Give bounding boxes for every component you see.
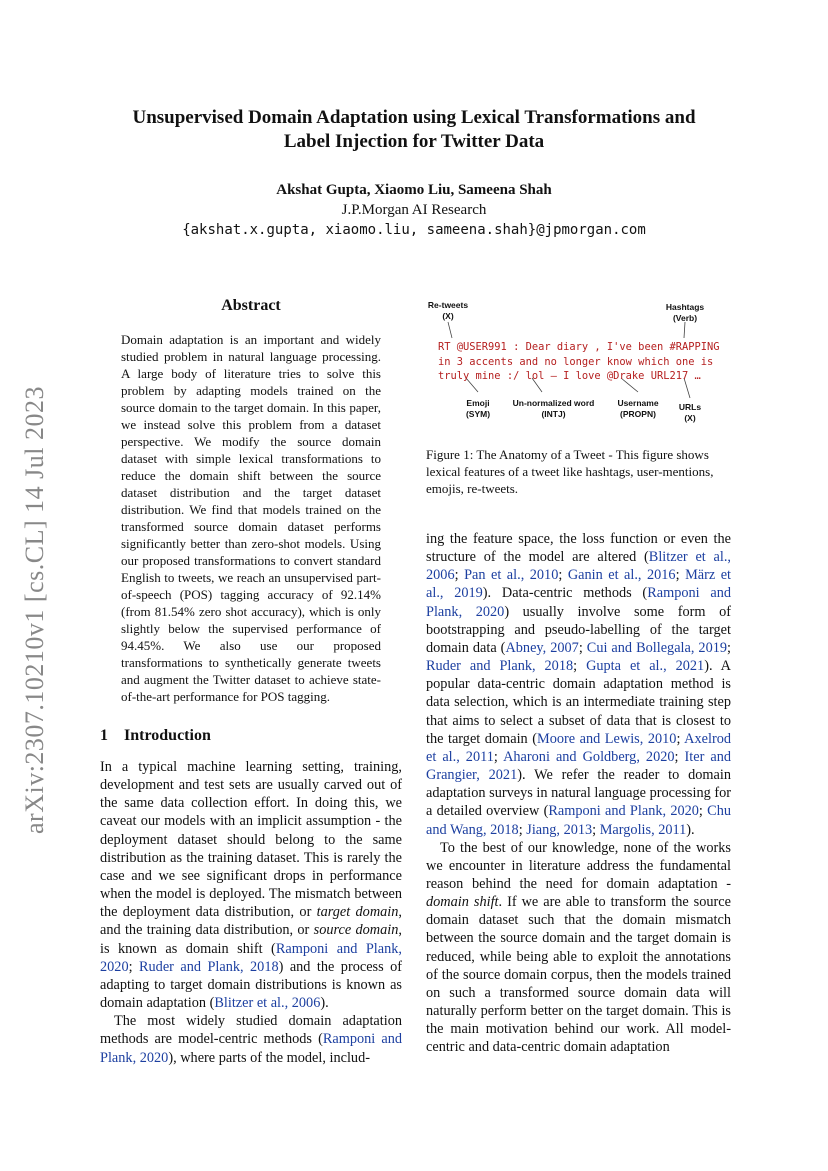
citation-link[interactable]: Ruder and Plank, 2018 — [139, 958, 279, 975]
label-urls: URLs (X) — [678, 402, 702, 423]
emphasis: domain shift — [426, 894, 499, 911]
emphasis: target domain — [316, 904, 399, 921]
arrow-retweets — [448, 322, 452, 338]
text-run: , and the training data distribution, or — [100, 904, 402, 939]
text-run: ) and the process of adapting to target domain distributions is known as domain adaptation ( — [100, 958, 403, 1012]
text-run: ; — [518, 821, 527, 838]
text-run: ; — [592, 821, 600, 838]
label-hashtags: Hashtags (Verb) — [665, 302, 705, 323]
text-run: ). A popular data-centric domain adaptation method is data selection, which is an intermediate training step that aims to select a subset of data that is closest to the target domain ( — [426, 658, 732, 747]
text-run: ing the feature space, the loss function or even the structure of the model are altered ( — [426, 531, 731, 566]
citation-link[interactable]: Iter and Grangier, 2021 — [426, 748, 731, 784]
text-run: ; — [454, 567, 465, 584]
citation-link[interactable]: Ramponi and Plank, 2020 — [548, 803, 699, 820]
paper-title — [80, 106, 748, 154]
label-unnormalized-word: Un-normalized word (INTJ) — [512, 398, 595, 419]
emphasis: source domain — [313, 922, 399, 939]
tweet-line: truly mine :/ lol — I love @Drake URL217 … — [438, 370, 701, 382]
text-run: ; — [573, 658, 587, 675]
text-run: ). Data-centric methods ( — [482, 585, 648, 602]
text-run: ; — [128, 958, 139, 975]
text-run: ; — [698, 803, 708, 820]
text-run: ; — [493, 748, 504, 765]
text-run: ). — [320, 995, 329, 1012]
citation-link[interactable]: Pan et al., 2010 — [464, 567, 559, 584]
title-line-1: Unsupervised Domain Adaptation using Lexical Transformations and — [132, 107, 696, 128]
section-heading-introduction — [100, 727, 211, 745]
paragraph — [426, 839, 731, 1057]
citation-link[interactable]: Gupta et al., 2021 — [586, 658, 705, 675]
label-emoji: Emoji (SYM) — [465, 398, 491, 419]
citation-link[interactable]: Ramponi and Plank, 2020 — [426, 585, 732, 620]
tweet-line: in 3 accents and no longer know which one is — [438, 355, 714, 368]
citation-link[interactable]: März et al., 2019 — [426, 567, 732, 602]
text-run: The most widely studied domain adaptation methods are model-centric methods ( — [100, 1013, 402, 1048]
right-column-body — [426, 530, 731, 1057]
text-run: . If we are able to transform the source domain dataset such that the domain mismatch between the source domain and the target domain is reduced, while being able to exploit the annotations of the source domain corpus, then the models trained on such a transformed source domain data will naturally perform better on the target domain. This is the main motivation behind our work. All model-centric and data-centric domain adaptation — [426, 894, 731, 1056]
citation-link[interactable]: Blitzer et al., 2006 — [214, 995, 321, 1012]
citation-link[interactable]: Margolis, 2011 — [599, 821, 687, 838]
text-run: , is known as domain shift ( — [100, 922, 402, 957]
label-retweets: Re-tweets (X) — [427, 300, 469, 321]
citation-link[interactable]: Blitzer et al., 2006 — [426, 549, 731, 584]
citation-link[interactable]: Chu and Wang, 2018 — [426, 803, 731, 838]
authors: Akshat Gupta, Xiaomo Liu, Sameena Shah — [276, 182, 552, 198]
citation-link[interactable]: Aharoni and Goldberg, 2020 — [503, 748, 675, 765]
text-run: ; — [727, 639, 732, 656]
text-run: ; — [558, 567, 568, 584]
text-run: ; — [675, 567, 686, 584]
citation-link[interactable]: Ramponi and Plank, 2020 — [100, 1031, 402, 1066]
abstract-heading: Abstract — [221, 297, 281, 314]
citation-link[interactable]: Cui and Bollegala, 2019 — [586, 639, 728, 656]
citation-link[interactable]: Ruder and Plank, 2018 — [426, 658, 574, 675]
arrow-hashtags — [684, 322, 685, 338]
citation-link[interactable]: Abney, 2007 — [505, 639, 579, 656]
author-emails: {akshat.x.gupta, xiaomo.liu, sameena.shah}@jpmorgan.com — [182, 222, 646, 238]
label-username: Username (PROPN) — [617, 398, 659, 419]
figure-tweet-anatomy — [426, 298, 731, 426]
paragraph — [426, 530, 731, 839]
text-run: ; — [578, 639, 587, 656]
text-run: To the best of our knowledge, none of the works we encounter in literature address the fundamental reason behind the need for domain adaptation - — [426, 839, 731, 892]
citation-link[interactable]: Axelrod et al., 2011 — [426, 730, 732, 765]
text-run: ). — [686, 821, 695, 838]
text-run: ). We refer the reader to domain adaptation surveys in natural language processing for a detailed overview ( — [426, 767, 731, 820]
affiliation: J.P.Morgan AI Research — [341, 202, 487, 218]
tweet-line: RT @USER991 : Dear diary , I've been #RAPPING — [438, 341, 720, 353]
text-run: ; — [674, 748, 685, 765]
section-title: Introduction — [124, 727, 211, 744]
text-run: In a typical machine learning setting, training, development and test sets are usually carved out of the same data collection effort. In doing this, we caveat our models with an implicit assumption - the deployment dataset should belong to the same distribution as the training dataset. This is rarely the case and we see significant drops in performance when the model is deployed. The mismatch between the deployment data distribution, or — [100, 759, 402, 921]
text-run: ) usually involve some form of bootstrapping and pseudo-labelling of the target domain data ( — [426, 603, 731, 656]
title-line-2: Label Injection for Twitter Data — [283, 131, 545, 152]
citation-link[interactable]: Ramponi and Plank, 2020 — [100, 940, 402, 975]
figure-caption: Figure 1: The Anatomy of a Tweet - This figure shows lexical features of a tweet like hashtags, user-mentions, emojis, re-tweets. — [426, 447, 714, 496]
paragraph — [100, 758, 402, 1012]
arxiv-sidebar — [10, 370, 60, 850]
citation-link[interactable]: Ganin et al., 2016 — [567, 567, 676, 584]
citation-link[interactable]: Moore and Lewis, 2010 — [536, 730, 677, 747]
paragraph — [100, 1012, 402, 1066]
section-number: 1 — [100, 727, 108, 744]
text-run: ; — [676, 730, 685, 747]
arxiv-identifier: arXiv:2307.10210v1 [cs.CL] 14 Jul 2023 — [20, 386, 49, 834]
abstract-text: Domain adaptation is an important and widely studied problem in natural language processing. A large body of literature tries to solve this problem by adapting models trained on the source domain to the target domain. In this paper, we instead solve this problem from a dataset perspective. We modify the source domain dataset with simple lexical transformations to reduce the domain shift between the source dataset distribution and the target dataset distribution. We find that models trained on the transformed source domain dataset performs significantly better than zero-shot models. Using our proposed transformations to convert standard English to tweets, we reach an unsupervised part-of-speech (POS) tagging accuracy of 92.14% (from 81.54% zero shot accuracy), which is only slightly below the supervised performance of 94.45%. We also use our proposed transformations to synthetically generate tweets and augment the Twitter dataset to achieve state-of-the-art performance for POS tagging. — [121, 332, 381, 704]
citation-link[interactable]: Jiang, 2013 — [526, 821, 593, 838]
text-run: ), where parts of the model, includ- — [168, 1049, 370, 1066]
tweet-example — [438, 340, 720, 384]
left-column-body — [100, 758, 402, 1067]
